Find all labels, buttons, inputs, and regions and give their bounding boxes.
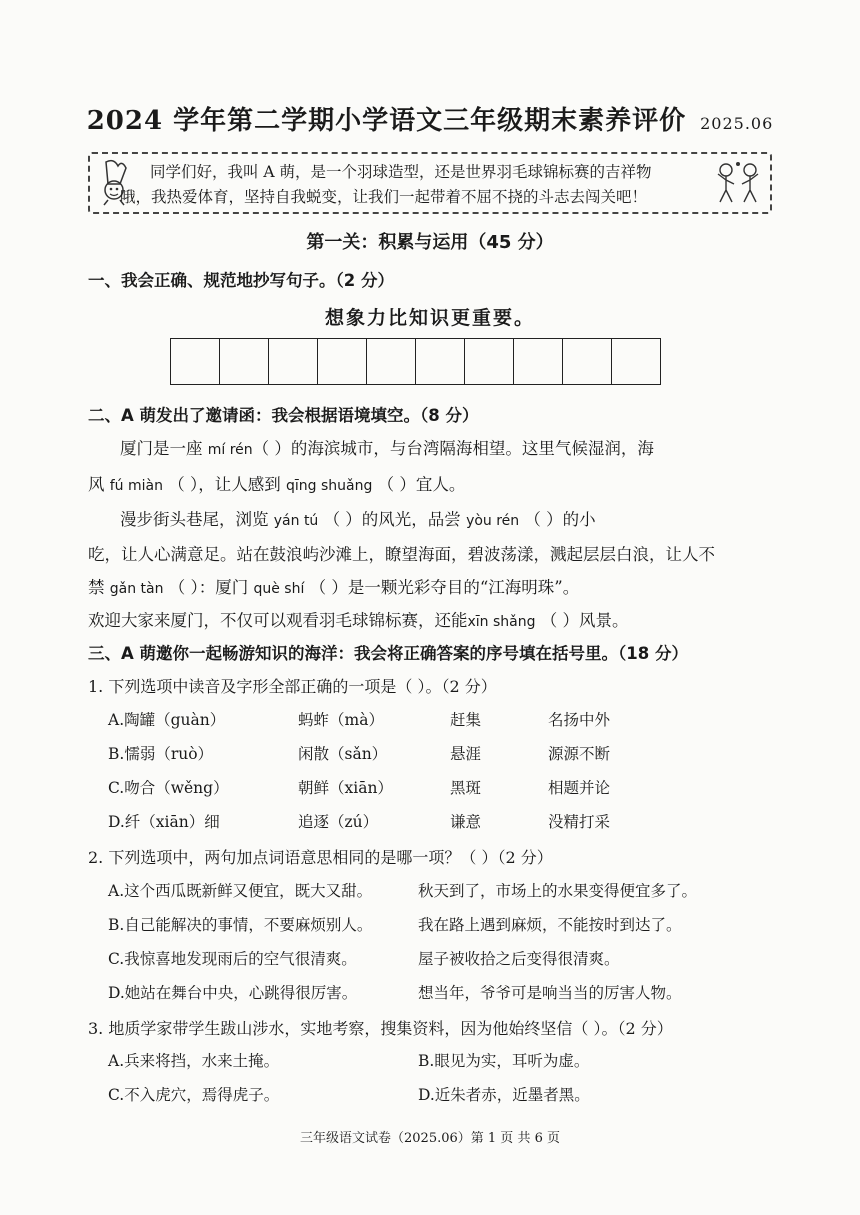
- pinyin: yán tú: [273, 513, 319, 529]
- copy-sentence: 想象力比知识更重要。: [324, 307, 535, 329]
- q1-option-b-3: 悬涯: [450, 745, 482, 763]
- passage-line-1: [120, 435, 654, 459]
- q2-option-c-2: 屋子被收拾之后变得很清爽。: [418, 950, 620, 968]
- q2-option-b-2: 我在路上遇到麻烦，不能按时到达了。: [418, 916, 682, 934]
- text-blank[interactable]: （ ）宜人。: [377, 475, 466, 494]
- grid-cell[interactable]: [171, 339, 220, 384]
- grid-cell[interactable]: [416, 339, 465, 384]
- exam-date: 2025.06: [700, 114, 774, 133]
- q3-option-a: A.兵来将挡，水来土掩。: [108, 1052, 280, 1070]
- section-3-heading: 三、A 萌邀你一起畅游知识的海洋：我会将正确答案的序号填在括号里。（18 分）: [88, 644, 688, 663]
- q2-option-d-1: D.她站在舞台中央，心跳得很厉害。: [108, 984, 358, 1002]
- level-title: 第一关：积累与运用（45 分）: [306, 232, 554, 253]
- q1-option-a-3: 赶集: [450, 711, 482, 729]
- kids-playing-icon: [710, 158, 766, 206]
- q1-option-d-2: 追逐（zú）: [298, 813, 379, 831]
- text-blank[interactable]: （ ）的风光，品尝: [323, 510, 461, 529]
- q1-option-c-3: 黑斑: [450, 779, 482, 797]
- q1-option-a-2: 蚂蚱（mà）: [298, 711, 384, 729]
- grid-cell[interactable]: [514, 339, 563, 384]
- grid-cell[interactable]: [612, 339, 660, 384]
- q3-option-c: C.不入虎穴，焉得虎子。: [108, 1086, 280, 1104]
- exam-title-text: 2024 学年第二学期小学语文三年级期末素养评价: [86, 106, 687, 136]
- text-blank[interactable]: （ ）的小: [524, 510, 596, 529]
- q2-option-a-2: 秋天到了，市场上的水果变得便宜多了。: [418, 882, 698, 900]
- passage-line-3: [120, 506, 596, 530]
- q1-option-b-4: 源源不断: [548, 745, 611, 763]
- q1-option-d-1: D.纤（xiān）细: [108, 813, 220, 831]
- q3-option-b: B.眼见为实，耳听为虚。: [418, 1052, 590, 1070]
- q3-option-d: D.近朱者赤，近墨者黑。: [418, 1086, 590, 1104]
- pinyin: qīng shuǎng: [285, 478, 373, 494]
- pinyin: yòu rén: [466, 513, 520, 529]
- q1-option-d-4: 没精打采: [548, 813, 611, 831]
- text-blank[interactable]: （ ），让人感到: [168, 475, 281, 494]
- grid-cell[interactable]: [563, 339, 612, 384]
- q1-option-c-1: C.吻合（wěng）: [108, 779, 229, 797]
- mascot-intro-box: [88, 152, 772, 214]
- pinyin: xīn shǎng: [467, 614, 536, 630]
- writing-grid[interactable]: [170, 338, 661, 385]
- intro-line-2: 哦，我热爱体育，坚持自我蜕变，让我们一起带着不屈不挠的斗志去闯关吧！: [120, 188, 648, 206]
- exam-title: [0, 100, 860, 137]
- question-1-stem: 1. 下列选项中读音及字形全部正确的一项是（ ）。（2 分）: [88, 677, 497, 696]
- q1-option-c-4: 相题并论: [548, 779, 611, 797]
- grid-cell[interactable]: [367, 339, 416, 384]
- text: 漫步街头巷尾，浏览: [120, 510, 269, 529]
- q2-option-d-2: 想当年，爷爷可是响当当的厉害人物。: [418, 984, 682, 1002]
- text-blank[interactable]: （ ）的海滨城市，与台湾隔海相望。这里气候湿润，海: [252, 439, 654, 458]
- page-footer: 三年级语文试卷（2025.06）第 1 页 共 6 页: [300, 1131, 560, 1146]
- section-2-heading: 二、A 萌发出了邀请函：我会根据语境填空。（8 分）: [88, 406, 479, 425]
- passage-line-6: [88, 607, 629, 631]
- text-blank[interactable]: （ ）是一颗光彩夺目的“江海明珠”。: [309, 578, 580, 597]
- question-3-stem: 3. 地质学家带学生跋山涉水，实地考察，搜集资料，因为他始终坚信（ ）。（2 分）: [88, 1019, 673, 1038]
- text: 风: [88, 475, 105, 494]
- q2-option-a-1: A.这个西瓜既新鲜又便宜，既大又甜。: [108, 882, 373, 900]
- q1-option-c-2: 朝鲜（xiān）: [298, 779, 393, 797]
- grid-cell[interactable]: [465, 339, 514, 384]
- q2-option-c-1: C.我惊喜地发现雨后的空气很清爽。: [108, 950, 357, 968]
- section-1-heading: 一、我会正确、规范地抄写句子。（2 分）: [88, 271, 394, 290]
- q1-option-b-1: B.懦弱（ruò）: [108, 745, 214, 763]
- text-blank[interactable]: （ ）风景。: [540, 611, 629, 630]
- passage-line-2: [88, 471, 465, 495]
- pinyin: fú miàn: [109, 478, 163, 494]
- q2-option-b-1: B.自己能解决的事情，不要麻烦别人。: [108, 916, 373, 934]
- text: 欢迎大家来厦门，不仅可以观看羽毛球锦标赛，还能: [88, 611, 468, 630]
- q1-option-b-2: 闲散（sǎn）: [298, 745, 388, 763]
- grid-cell[interactable]: [318, 339, 367, 384]
- text: 厦门是一座: [120, 439, 203, 458]
- q1-option-a-4: 名扬中外: [548, 711, 611, 729]
- passage-line-4: 吃，让人心满意足。站在鼓浪屿沙滩上，瞭望海面，碧波荡漾，溅起层层白浪，让人不: [88, 545, 715, 564]
- grid-cell[interactable]: [220, 339, 269, 384]
- text: 禁: [88, 578, 105, 597]
- q1-option-d-3: 谦意: [450, 813, 482, 831]
- pinyin: què shí: [253, 581, 305, 597]
- question-2-stem: 2. 下列选项中，两句加点词语意思相同的是哪一项？（ ）（2 分）: [88, 848, 553, 867]
- pinyin: gǎn tàn: [109, 581, 164, 597]
- passage-line-5: [88, 574, 579, 598]
- grid-cell[interactable]: [269, 339, 318, 384]
- intro-line-1: 同学们好，我叫 A 萌，是一个羽球造型，还是世界羽毛球锦标赛的吉祥物: [150, 163, 652, 181]
- text-blank[interactable]: （ ）：厦门: [168, 578, 249, 597]
- pinyin: mí rén: [207, 442, 253, 458]
- q1-option-a-1: A.陶罐（guàn）: [108, 711, 226, 729]
